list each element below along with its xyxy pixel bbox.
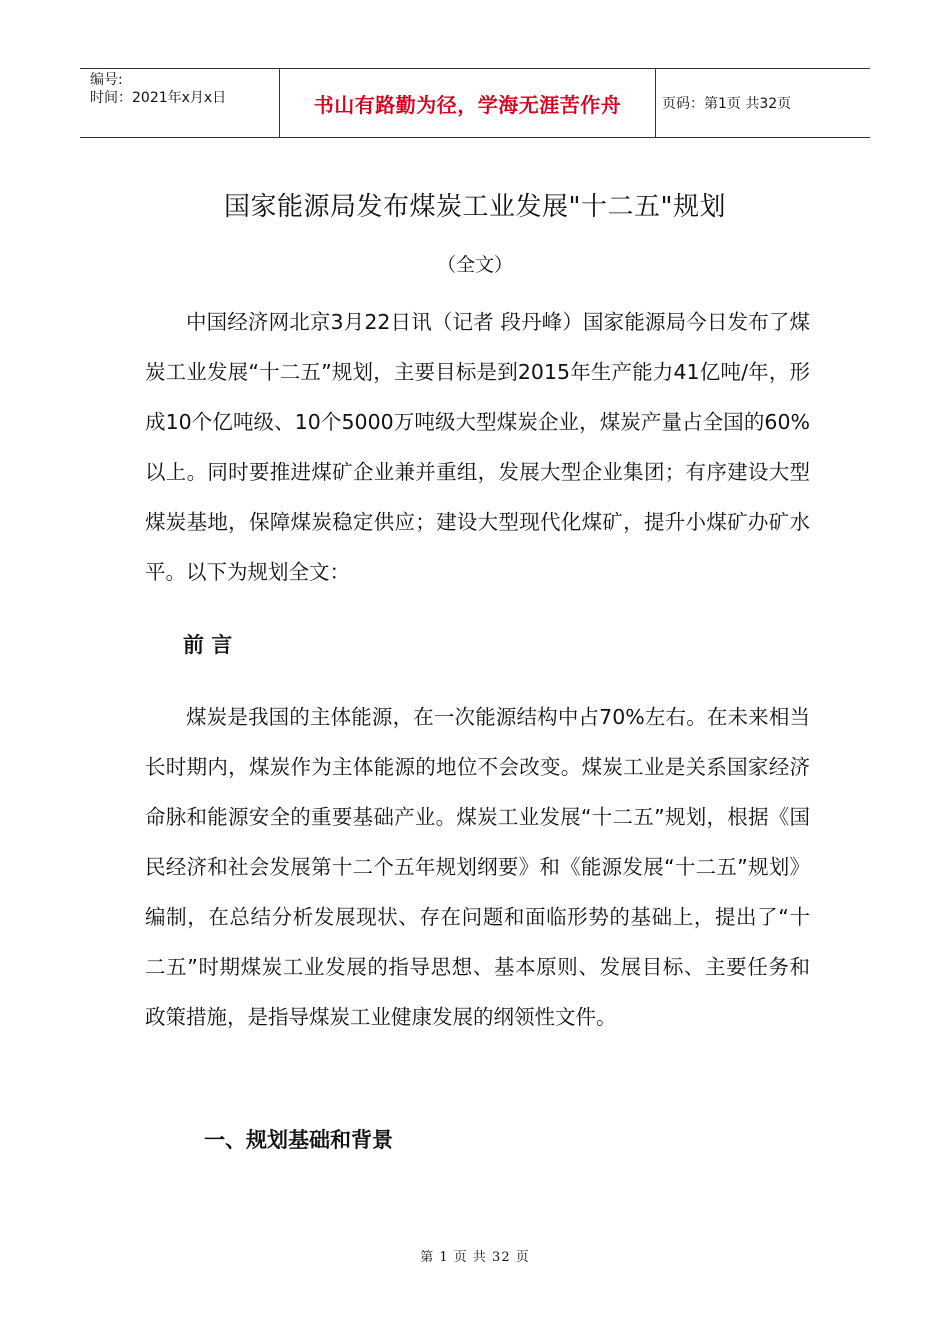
page-footer: 第 1 页 共 32 页	[420, 1250, 530, 1265]
document-title: 国家能源局发布煤炭工业发展"十二五"规划	[224, 192, 726, 222]
header-meta	[80, 69, 280, 137]
section-heading-1: 一、规划基础和背景	[204, 1128, 393, 1152]
header-page-info: 页码：第1页 共32页	[662, 96, 792, 112]
header-motto: 书山有路勤为径，学海无涯苦作舟	[280, 69, 656, 137]
preface-paragraph: 煤炭是我国的主体能源，在一次能源结构中占70%左右。在未来相当长时期内，煤炭作为主体能源的地位不会改变。煤炭工业是关系国家经济命脉和能源安全的重要基础产业。煤炭工业发展“十二五”规划，根据《国民经济和社会发展第十二个五年规划纲要》和《能源发展“十二五”规划》编制，在总结分析发展现状、存在问题和面临形势的基础上，提出了“十二五”时期煤炭工业发展的指导思想、基本原则、发展目标、主要任务和政策措施，是指导煤炭工业健康发展的纲领性文件。	[145, 705, 810, 1029]
document-subtitle: （全文）	[436, 254, 513, 276]
doc-time-label: 时间：2021年x月x日	[90, 90, 227, 106]
intro-paragraph: 中国经济网北京3月22日讯（记者 段丹峰）国家能源局今日发布了煤炭工业发展“十二五”规划，主要目标是到2015年生产能力41亿吨/年，形成10个亿吨级、10个5000万吨级大型煤炭企业，煤炭产量占全国的60%以上。同时要推进煤矿企业兼并重组，发展大型企业集团；有序建设大型煤炭基地，保障煤炭稳定供应；建设大型现代化煤矿，提升小煤矿办矿水平。以下为规划全文：	[145, 310, 810, 584]
preface-heading: 前 言	[183, 633, 233, 657]
header-table	[80, 68, 870, 138]
doc-number-label: 编号:	[90, 72, 123, 88]
